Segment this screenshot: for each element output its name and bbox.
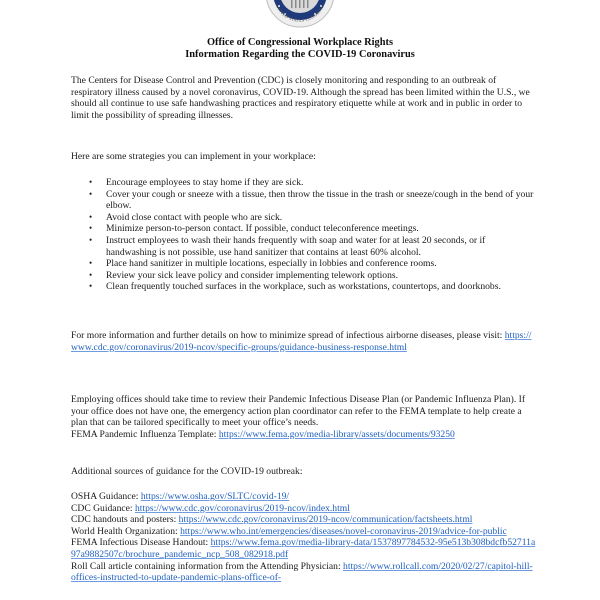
bullet-icon: •: [89, 258, 93, 269]
more-info-paragraph: [71, 330, 536, 353]
strategy-text: Minimize person-to-person contact. If possible, conduct teleconference meetings.: [106, 223, 419, 235]
resource-rollcall: [71, 561, 536, 584]
strategy-text: Cover your cough or sneeze with a tissue, then throw the tissue in the trash or sneeze/cough in the bend of your elbow.: [106, 188, 534, 212]
bullet-icon: •: [89, 234, 93, 245]
list-item: [71, 212, 536, 224]
title-line-1: Office of Congressional Workplace Rights: [206, 37, 394, 48]
fema-template-label: FEMA Pandemic Influenza Template:: [71, 428, 219, 440]
strategies-heading: Here are some strategies you can implement in your workplace:: [71, 151, 316, 162]
list-item: [71, 258, 536, 270]
fema-handout-link[interactable]: https://www.fema.gov/media-library-data/1537897784532-95e513b308bdcfb52711a97a9882507c/brochure_pandemic_ncp_508_082918.pdf: [71, 537, 536, 560]
resource-osha: [71, 491, 536, 503]
plan-text: Employing offices should take time to review their Pandemic Infectious Disease Plan (or Pandemic Influenza Plan). If your office does not have one, the emergency action plan coordinator can refer to the FEMA template to help create a plan that can be tailored specifically to meet your office’s needs.: [71, 394, 526, 429]
list-item: [71, 177, 536, 189]
more-info-text: For more information and further details on how to minimize spread of infectious airborne diseases, please visit:: [71, 330, 505, 341]
resource-label: FEMA Infectious Disease Handout:: [71, 537, 211, 549]
strategy-text: Clean frequently touched surfaces in the workplace, such as workstations, countertops, and doorknobs.: [106, 281, 501, 293]
list-item: [71, 281, 536, 293]
resource-label: OSHA Guidance:: [71, 491, 141, 502]
cdc-business-guidance-link[interactable]: https://www.cdc.gov/coronavirus/2019-ncov/specific-groups/guidance-business-response.html: [71, 330, 532, 353]
bullet-icon: •: [89, 281, 93, 292]
bullet-icon: •: [89, 269, 93, 280]
who-advice-link[interactable]: https://www.who.int/emergencies/diseases/novel-coronavirus-2019/advice-for-public: [180, 525, 507, 537]
fema-template-link[interactable]: https://www.fema.gov/media-library/assets/documents/93250: [218, 428, 455, 440]
resource-label: Roll Call article containing information from the Attending Physician:: [71, 560, 344, 572]
list-item: [71, 223, 536, 235]
title-line-2: Information Regarding the COVID-19 Coronavirus: [185, 49, 415, 61]
bullet-icon: •: [89, 223, 93, 234]
document-title: [0, 37, 600, 62]
strategy-text: Avoid close contact with people who are sick.: [106, 211, 283, 223]
rollcall-article-link[interactable]: https://www.rollcall.com/2020/02/27/capitol-hill-offices-instructed-to-update-pandemic-plans-office-of-: [71, 560, 533, 584]
strategy-text: Place hand sanitizer in multiple locations, especially in lobbies and conference rooms.: [106, 258, 437, 270]
list-item: [71, 270, 536, 282]
resource-cdc: [71, 503, 536, 515]
resource-cdc-handouts: [71, 514, 536, 526]
congress-seal-icon: [265, 0, 335, 28]
resource-label: CDC handouts and posters:: [71, 514, 179, 526]
list-item: [71, 235, 536, 258]
bullet-icon: •: [89, 211, 93, 222]
resource-fema-handout: [71, 537, 536, 560]
strategy-text: Instruct employees to wash their hands frequently with soap and water for at least 20 seconds, or if handwashing is not possible, use hand sanitizer that contains at least 60% alcohol.: [106, 234, 486, 258]
resources-list: [71, 491, 536, 584]
resource-label: World Health Organization:: [71, 525, 181, 537]
additional-sources-heading: Additional sources of guidance for the COVID-19 outbreak:: [71, 466, 303, 477]
pandemic-plan-paragraph: [71, 394, 536, 440]
bullet-icon: •: [89, 188, 93, 199]
strategies-list: [71, 177, 536, 293]
strategy-text: Encourage employees to stay home if they are sick.: [106, 177, 304, 188]
strategy-text: Review your sick leave policy and consider implementing telework options.: [106, 269, 399, 281]
list-item: [71, 189, 536, 212]
bullet-icon: •: [89, 177, 93, 187]
intro-paragraph: The Centers for Disease Control and Prevention (CDC) is closely monitoring and responding to an outbreak of respiratory illness caused by a novel coronavirus, COVID-19. Although the spread has been limited within the U.S., we should all continue to use safe handwashing practices and respiratory etiquette while at work and in public in order to limit the possibility of spreading illnesses.: [71, 75, 530, 121]
resource-who: [71, 526, 536, 538]
cdc-guidance-link[interactable]: https://www.cdc.gov/coronavirus/2019-ncov/index.html: [134, 502, 350, 514]
seal-caption: UNITED STATES CONGRESS: [275, 4, 325, 23]
resource-label: CDC Guidance:: [71, 502, 135, 514]
osha-guidance-link[interactable]: https://www.osha.gov/SLTC/covid-19/: [140, 491, 290, 502]
cdc-handouts-link[interactable]: https://www.cdc.gov/coronavirus/2019-ncov/communication/factsheets.html: [178, 514, 473, 526]
